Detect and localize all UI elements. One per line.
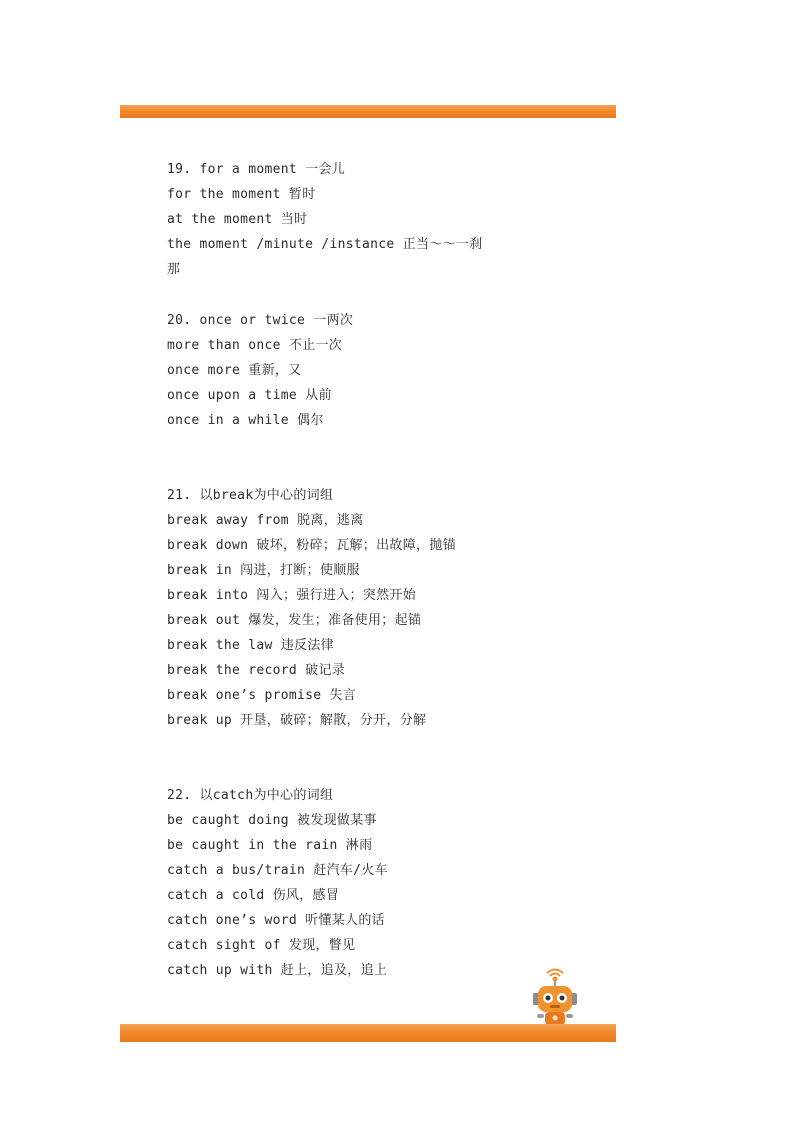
- phrase-line: break the law 违反法律: [167, 638, 334, 653]
- phrase-line: break up 开垦，破碎；解散，分开，分解: [167, 713, 427, 728]
- phrase-line: once more 重新，又: [167, 363, 302, 378]
- top-orange-bar: [120, 105, 616, 118]
- phrase-line: break the record 破记录: [167, 663, 346, 678]
- spacer: [167, 282, 607, 308]
- spacer: [167, 733, 607, 783]
- phrase-line: break one’s promise 失言: [167, 688, 357, 703]
- phrase-line: catch one’s word 听懂某人的话: [167, 913, 385, 928]
- section-22: [167, 783, 607, 983]
- phrase-line: catch sight of 发现，瞥见: [167, 938, 356, 953]
- phrase-line: break out 爆发，发生；准备使用；起锚: [167, 613, 422, 628]
- section-heading: 20. once or twice 一两次: [167, 313, 354, 328]
- phrase-line: catch a cold 伤风，感冒: [167, 888, 340, 903]
- phrase-line: break away from 脱离，逃离: [167, 513, 364, 528]
- section-19: [167, 157, 607, 282]
- phrase-line: be caught doing 被发现做某事: [167, 813, 377, 828]
- phrase-line: catch up with 赶上，追及，追上: [167, 963, 388, 978]
- phrase-line: once upon a time 从前: [167, 388, 332, 403]
- phrase-line: more than once 不止一次: [167, 338, 343, 353]
- phrase-line: catch a bus/train 赶汽车/火车: [167, 863, 388, 878]
- section-heading: 22. 以catch为中心的词组: [167, 788, 334, 803]
- spacer: [167, 433, 607, 483]
- phrase-line: for the moment 暂时: [167, 187, 316, 202]
- section-21: [167, 483, 607, 733]
- phrase-line: at the moment 当时: [167, 212, 308, 227]
- section-heading: 19. for a moment 一会儿: [167, 162, 346, 177]
- phrase-line: the moment /minute /instance 正当～～一刹: [167, 237, 483, 252]
- phrase-line: break into 闯入；强行进入；突然开始: [167, 588, 416, 603]
- phrase-line: 那: [167, 262, 181, 277]
- section-20: [167, 308, 607, 433]
- phrase-line: break down 破坏，粉碎；瓦解；出故障，抛锚: [167, 538, 456, 553]
- phrase-line: once in a while 偶尔: [167, 413, 324, 428]
- phrase-line: break in 闯进，打断；使顺服: [167, 563, 360, 578]
- bottom-orange-bar: [120, 1024, 616, 1042]
- phrase-list: [167, 157, 607, 983]
- section-heading: 21. 以break为中心的词组: [167, 488, 334, 503]
- phrase-line: be caught in the rain 淋雨: [167, 838, 373, 853]
